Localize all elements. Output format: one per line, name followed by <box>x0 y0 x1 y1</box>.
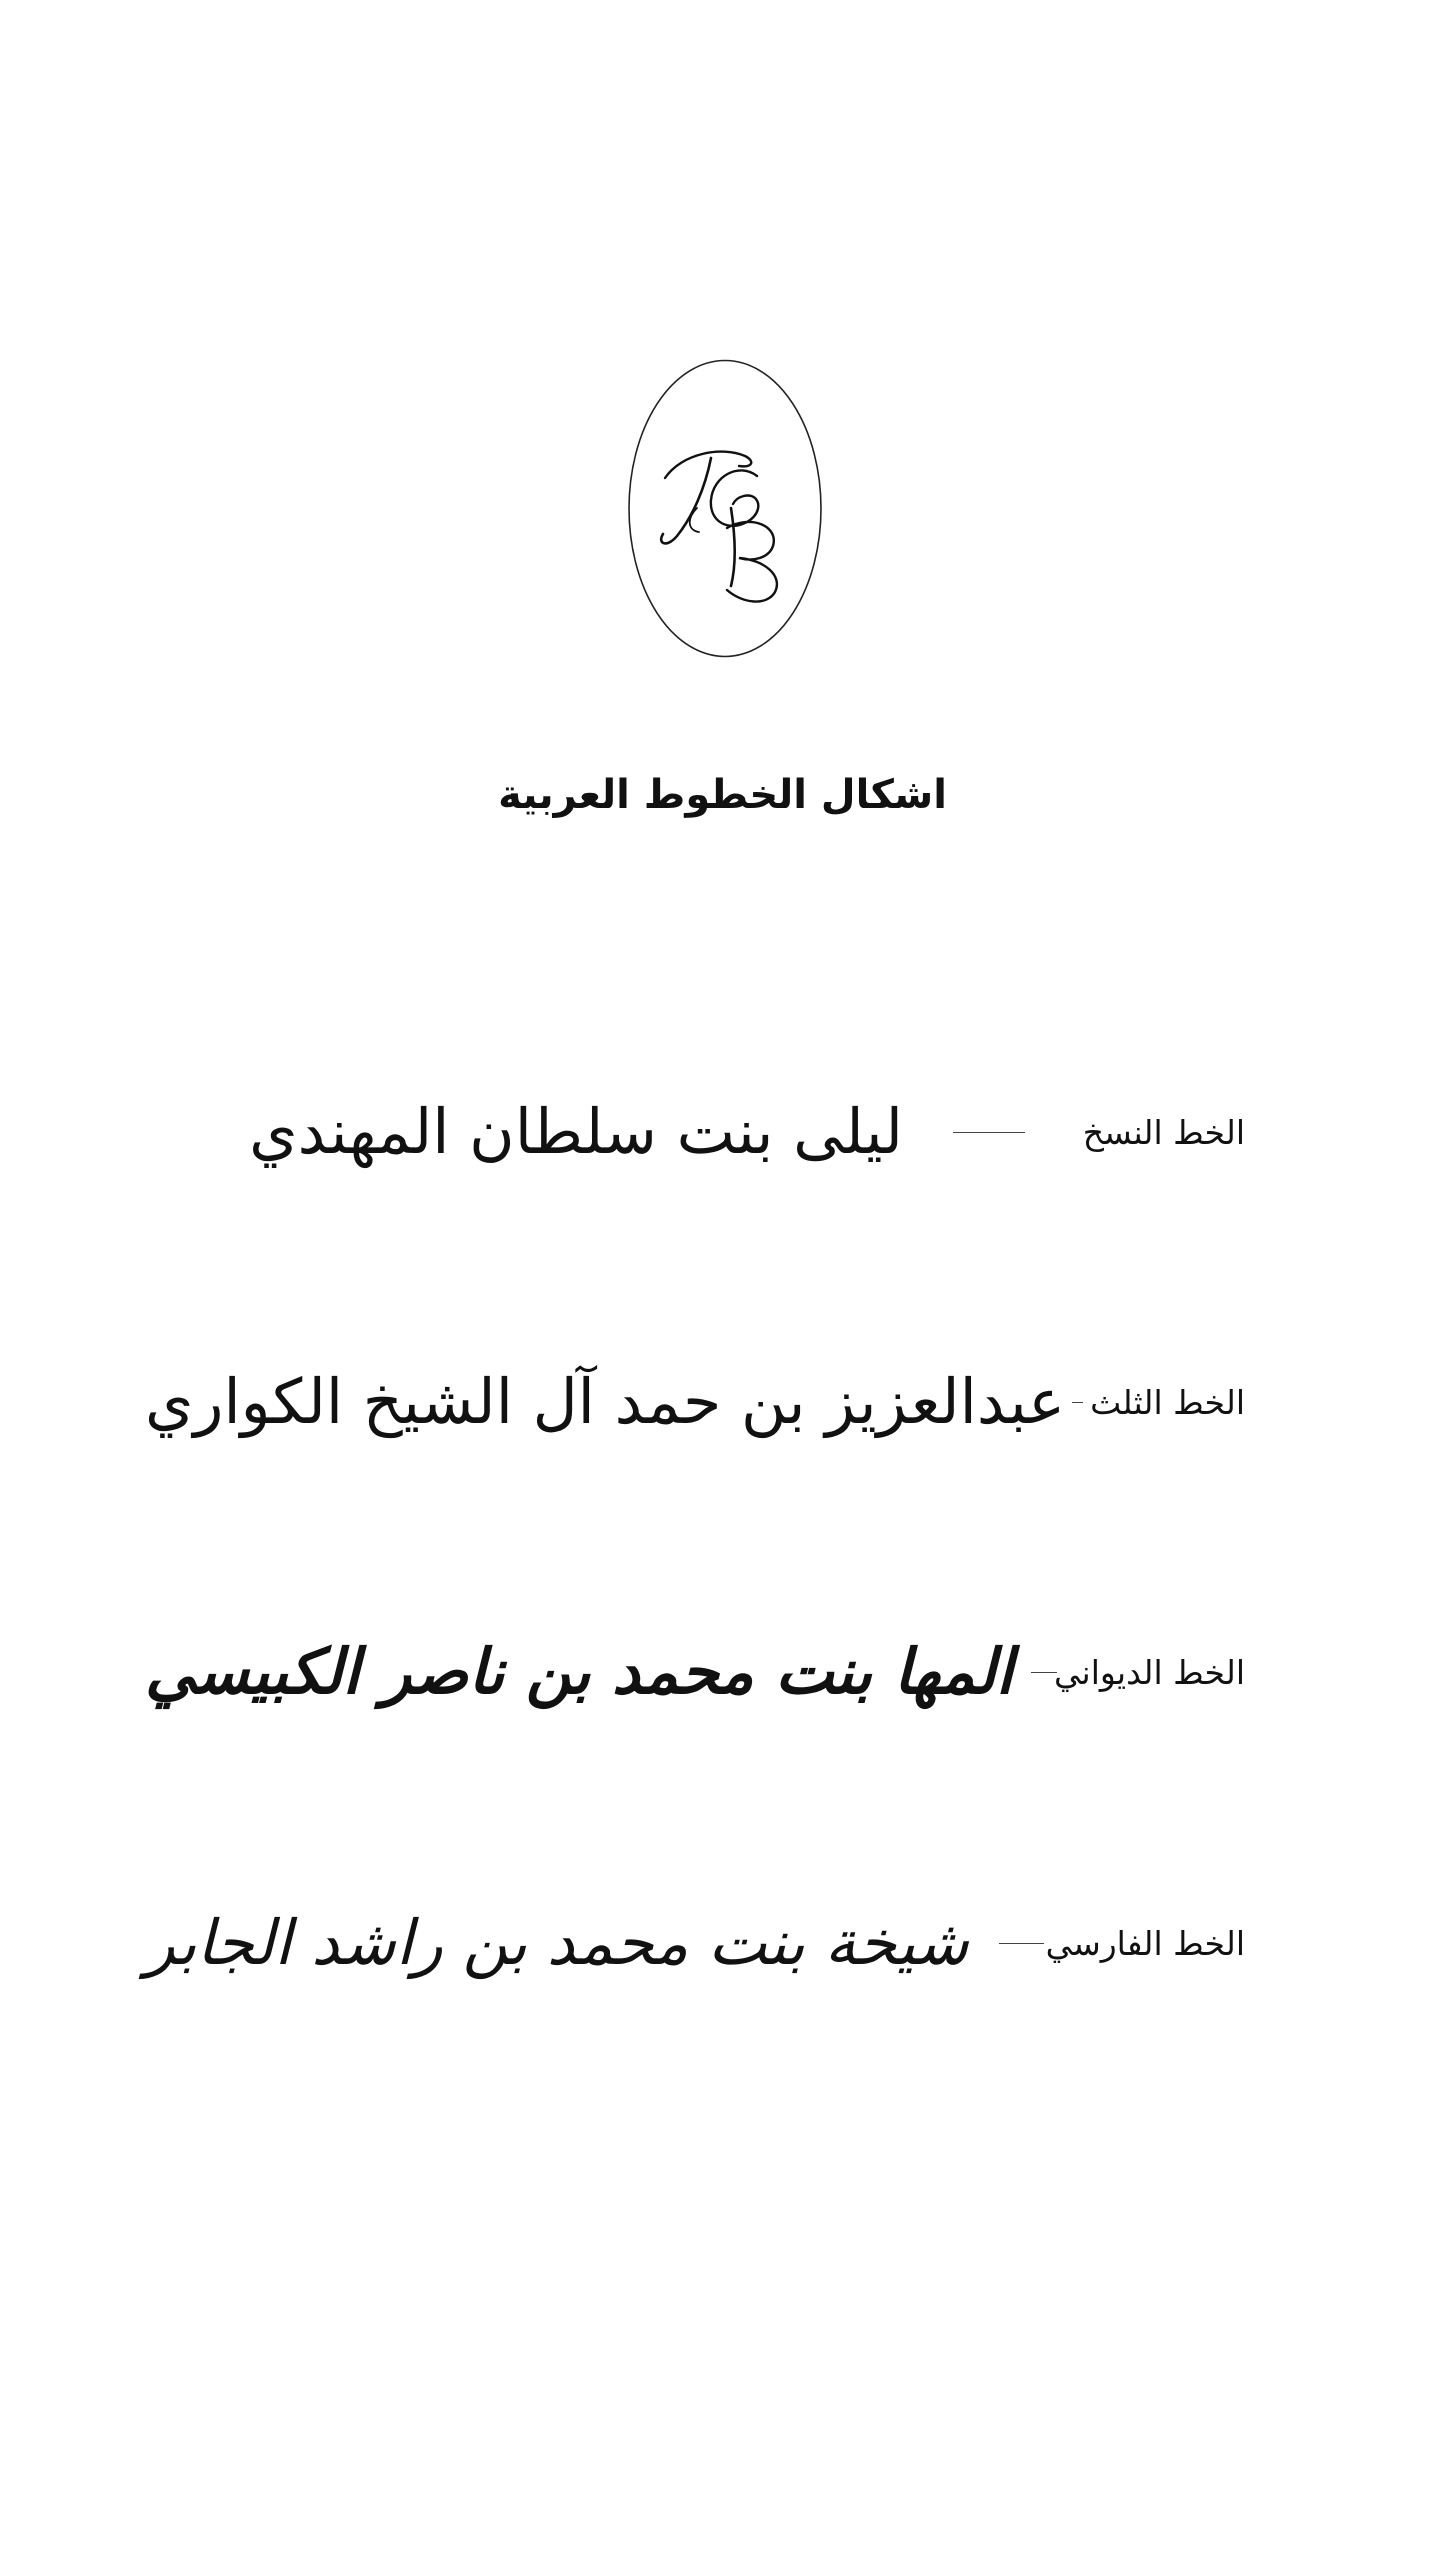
font-row-sample: ليلى بنت سلطان المهندي <box>249 1094 903 1168</box>
row-divider-dash <box>999 1943 1044 1944</box>
font-row-sample: عبدالعزيز بن حمد آل الشيخ الكواري <box>144 1364 1066 1438</box>
font-row-sample: المها بنت محمد بن ناصر الكبيسي <box>145 1634 1014 1708</box>
monogram-seal-icon <box>627 358 823 659</box>
font-row-diwani <box>145 1617 1245 1727</box>
page-title: اشكال الخطوط العربية <box>498 772 947 818</box>
font-row-farsi <box>145 1888 1245 1998</box>
font-row-thuluth <box>145 1347 1245 1457</box>
font-row-label: الخط الديواني <box>1054 1652 1245 1692</box>
row-divider-dash <box>1072 1402 1082 1403</box>
row-divider-dash <box>953 1132 1025 1133</box>
font-row-naskh <box>145 1077 1245 1187</box>
row-divider-dash <box>1031 1672 1057 1673</box>
font-row-label: الخط النسخ <box>1082 1112 1245 1152</box>
font-row-label: الخط الثلث <box>1090 1382 1245 1422</box>
font-row-label: الخط الفارسي <box>1045 1923 1245 1963</box>
font-row-sample: شيخة بنت محمد بن راشد الجابر <box>145 1905 969 1979</box>
monogram-logo <box>627 358 823 659</box>
